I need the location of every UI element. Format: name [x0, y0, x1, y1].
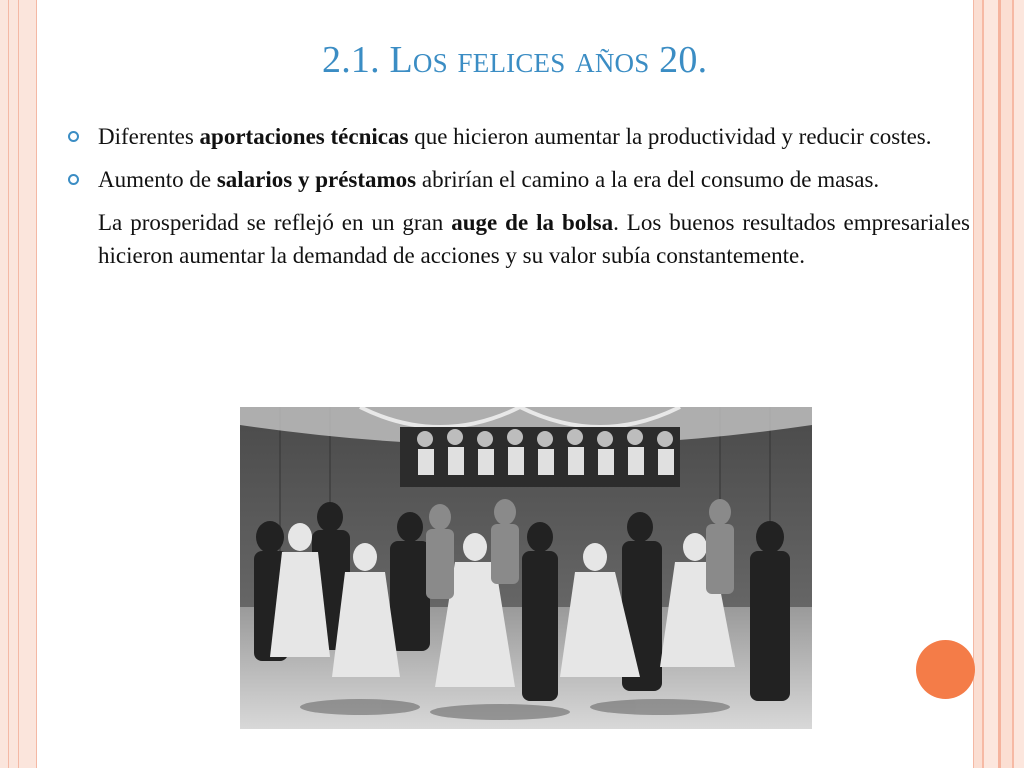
- bullet-text-normal: abrirían el camino a la era del consumo de masas.: [416, 167, 880, 192]
- bullet-circle-icon: [68, 174, 79, 185]
- bullet-text-bold: aportaciones técnicas: [199, 124, 409, 149]
- paragraph-text-normal: . Los buenos resultados empresariales hicieron aumentar la demandad de acciones y su valor subía constantemente.: [98, 210, 970, 268]
- slide-title: [322, 38, 707, 82]
- bullet-circle-icon: [68, 131, 79, 142]
- bullet-text-normal: que hicieron aumentar la productividad y reducir costes.: [408, 124, 932, 149]
- bullet-item: [68, 120, 970, 153]
- slide-content: [68, 120, 970, 282]
- left-frame-decoration: [0, 0, 37, 768]
- dance-hall-photo-image: [240, 407, 812, 729]
- paragraph-text-normal: La prosperidad se reflejó en un gran: [98, 210, 452, 235]
- bullet-text-normal: Aumento de: [98, 167, 217, 192]
- right-frame-decoration: [974, 0, 1024, 768]
- bullet-text-bold: salarios y préstamos: [216, 167, 417, 192]
- title-number: 2.1.: [322, 39, 380, 81]
- bullet-item: [68, 163, 970, 196]
- decorative-circle: [916, 640, 975, 699]
- paragraph-text-bold: auge de la bolsa: [451, 210, 614, 235]
- title-text: Los felices años 20.: [389, 39, 708, 81]
- dancers-photo: [240, 407, 812, 729]
- bullet-text-normal: Diferentes: [98, 124, 200, 149]
- paragraph-item: [68, 206, 970, 272]
